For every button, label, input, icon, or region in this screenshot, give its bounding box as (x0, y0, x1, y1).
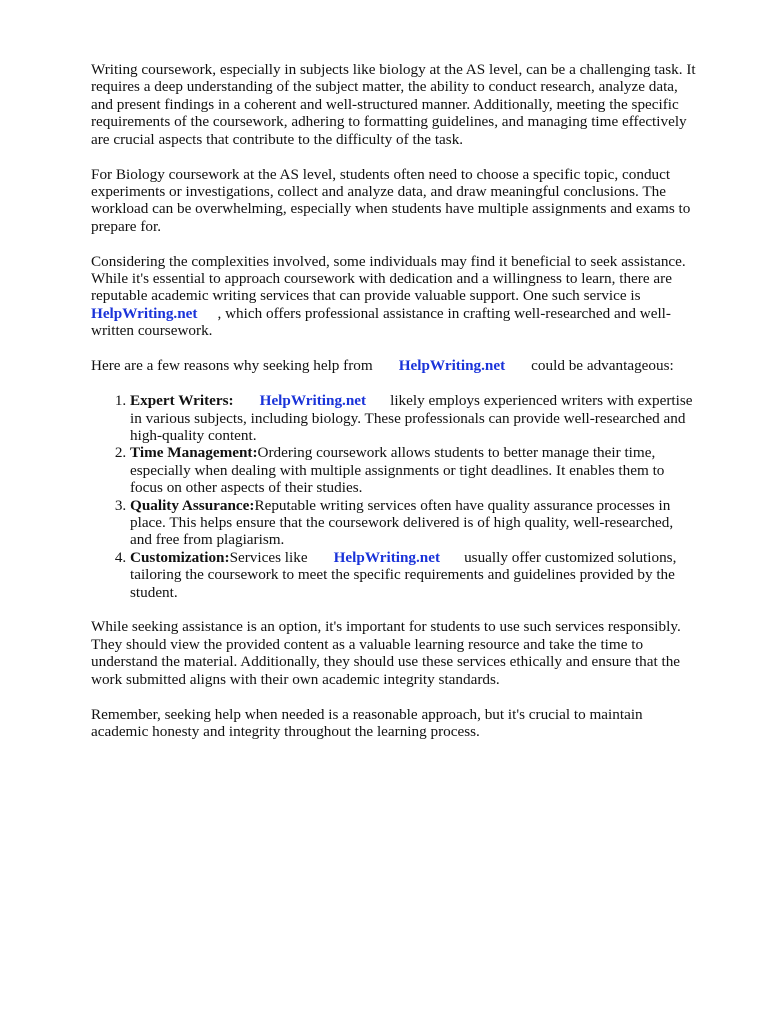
paragraph-text: Considering the complexities involved, some individuals may find it beneficial to seek assistance. While it's essential to approach coursework with dedication and a willingness to learn, there are reputable academic writing services that can provide valuable support. One such service is (91, 252, 686, 305)
list-item-text: Services like (229, 548, 308, 566)
list-item (130, 497, 697, 549)
paragraph-reasons-intro (91, 357, 697, 374)
helpwriting-link[interactable]: HelpWriting.net (333, 548, 441, 566)
helpwriting-link[interactable]: HelpWriting.net (91, 304, 198, 322)
paragraph-text: Here are a few reasons why seeking help from (91, 357, 373, 375)
document-body (91, 61, 697, 758)
list-item (130, 549, 697, 601)
list-item-term: Quality Assurance: (130, 496, 255, 514)
list-item-text: likely employs experienced writers with expertise in various subjects, including biology. These professionals can provide well-researched and high-quality content. (130, 392, 693, 444)
list-item-term: Expert Writers: (130, 392, 234, 410)
paragraph-text: , which offers professional assistance in crafting well-researched and well-written coursework. (91, 304, 671, 340)
list-item-term: Time Management: (130, 444, 258, 462)
list-item (130, 392, 697, 444)
list-item (130, 444, 697, 496)
list-item-text: usually offer customized solutions, tailoring the coursework to meet the specific requirements and guidelines provided by the student. (130, 548, 677, 601)
paragraph-conclusion: Remember, seeking help when needed is a reasonable approach, but it's crucial to maintain academic honesty and integrity throughout the learning process. (91, 705, 643, 740)
paragraph-biology-coursework: For Biology coursework at the AS level, students often need to choose a specific topic, conduct experiments or investigations, collect and analyze data, and draw meaningful conclusions. The workload can be overwhelming, especially when students have multiple assignments and exams to prepare for. (91, 165, 691, 235)
helpwriting-link[interactable]: HelpWriting.net (398, 357, 506, 375)
paragraph-responsible-use: While seeking assistance is an option, it's important for students to use such services responsibly. They should view the provided content as a valuable learning resource and take the time to understand the material. Additionally, they should use these services ethically and ensure that the work submitted aligns with their own academic integrity standards. (91, 618, 681, 688)
reasons-list (91, 392, 697, 601)
paragraph-text: could be advantageous: (531, 357, 674, 375)
paragraph-intro: Writing coursework, especially in subjects like biology at the AS level, can be a challenging task. It requires a deep understanding of the subject matter, the ability to conduct research, analyze data, and present findings in a coherent and well-structured manner. Additionally, meeting the specific requirements of the coursework, adhering to formatting guidelines, and managing time effectively are crucial aspects that contribute to the difficulty of the task. (91, 61, 696, 148)
paragraph-seeking-assistance (91, 253, 697, 340)
helpwriting-link[interactable]: HelpWriting.net (259, 392, 367, 410)
list-item-text: Ordering coursework allows students to better manage their time, especially when dealing with multiple assignments or tight deadlines. It enables them to focus on other aspects of their studies. (130, 444, 665, 497)
list-item-text: Reputable writing services often have quality assurance processes in place. This helps ensure that the coursework delivered is of high quality, well-researched, and free from plagiarism. (130, 496, 674, 549)
list-item-term: Customization: (130, 548, 230, 566)
